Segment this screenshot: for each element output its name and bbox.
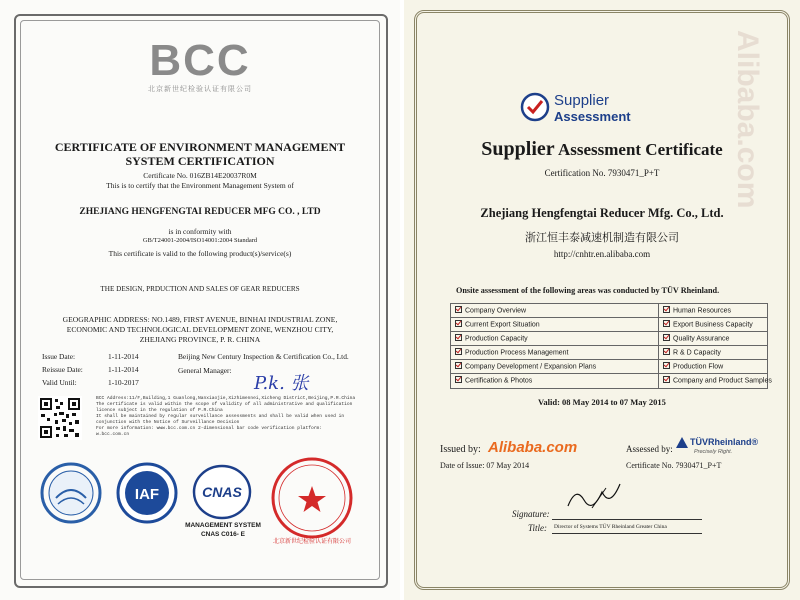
certificate-title bbox=[404, 138, 800, 161]
checkbox-checked-icon bbox=[663, 334, 670, 341]
assessment-areas-table bbox=[450, 303, 772, 389]
assessment-item: Company and Product Samples bbox=[663, 377, 772, 384]
address-line: ZHEJIANG PROVINCE, P. R. CHINA bbox=[139, 335, 261, 344]
checkbox-checked-icon bbox=[455, 362, 462, 369]
title-rest: Assessment Certificate bbox=[554, 140, 723, 159]
checkbox-checked-icon bbox=[663, 320, 670, 327]
certificate-title: CERTIFICATE OF ENVIRONMENT MANAGEMENT bbox=[54, 140, 346, 154]
signature-label: Signature: bbox=[512, 509, 550, 519]
issue-date-label: Issue Date: bbox=[42, 352, 76, 361]
checkbox-checked-icon bbox=[663, 362, 670, 369]
fine-print-line: It shall be maintained by regular surveillance assessments and shall be valid when used in bbox=[96, 414, 345, 419]
cnas-logo-icon bbox=[192, 464, 252, 520]
cnas-label: CNAS bbox=[202, 484, 242, 500]
fine-print bbox=[96, 396, 356, 438]
red-stamp-icon bbox=[270, 456, 354, 540]
reissue-date-label: Reissue Date: bbox=[42, 365, 83, 374]
assessment-item: Current Export Situation bbox=[455, 321, 540, 328]
fine-print-line: conjunction with the Notice of Surveillance Decision bbox=[96, 420, 240, 425]
assessment-badge-icon bbox=[520, 92, 550, 122]
company-url: http://cnhtr.en.alibaba.com bbox=[553, 249, 651, 259]
issued-by-label: Issued by: bbox=[440, 444, 481, 455]
iaf-logo-icon bbox=[116, 462, 178, 524]
checkbox-checked-icon bbox=[663, 348, 670, 355]
assessment-item: Production Process Management bbox=[455, 349, 569, 356]
assessed-by-label: Assessed by: bbox=[626, 444, 673, 454]
title-label: Title: bbox=[528, 523, 548, 533]
fine-print-line: For more information: www.bcc.com.cn 2-dimensional bar code verification platform: w.bcc.com.cn bbox=[96, 426, 323, 437]
assessment-item: Quality Assurance bbox=[663, 335, 729, 342]
title-supplier: Supplier bbox=[481, 138, 555, 160]
issue-date: 1-11-2014 bbox=[108, 352, 139, 361]
fine-print-line: The certificate is valid within the scope of validity of all administrative and qualification bbox=[96, 402, 353, 407]
manager-signature: P.k. 张 bbox=[254, 373, 309, 394]
signer-title: Director of Systems TÜV Rheinland Greater China bbox=[554, 524, 667, 530]
signature-line bbox=[552, 519, 702, 520]
onsite-assessment-text: Onsite assessment of the following areas was conducted by TÜV Rheinland. bbox=[456, 286, 720, 295]
valid-until-label: Valid Until: bbox=[42, 378, 77, 387]
checkbox-checked-icon bbox=[455, 306, 462, 313]
tuv-tagline: Precisely Right. bbox=[694, 449, 733, 455]
assessment-item: Human Resources bbox=[663, 307, 731, 314]
iaf-label: IAF bbox=[134, 486, 160, 503]
assessment-item: Company Overview bbox=[455, 307, 526, 314]
checkbox-checked-icon bbox=[455, 348, 462, 355]
assessment-item: Company Development / Expansion Plans bbox=[455, 363, 596, 370]
qr-code-icon bbox=[38, 396, 82, 440]
badge-assessment-text: Assessment bbox=[554, 109, 631, 124]
tuv-triangle-icon bbox=[676, 437, 688, 448]
general-manager-label: General Manager: bbox=[178, 366, 232, 375]
accreditation-seal-icon bbox=[40, 462, 102, 524]
valid-scope-text: This certificate is valid to the following product(s)/service(s) bbox=[108, 249, 292, 258]
title-line bbox=[552, 533, 702, 534]
company-name-cn: 浙江恒丰泰减速机制造有限公司 bbox=[525, 232, 679, 244]
company-name: ZHEJIANG HENGFENGTAI REDUCER MFG CO. , LTD bbox=[79, 207, 321, 217]
checkbox-checked-icon bbox=[455, 376, 462, 383]
conformity-text: is in conformity with bbox=[168, 227, 232, 236]
checkbox-checked-icon bbox=[663, 376, 670, 383]
management-system-label: MANAGEMENT SYSTEM bbox=[185, 522, 261, 529]
alibaba-logo: Alibaba.com bbox=[488, 439, 578, 456]
director-signature bbox=[562, 478, 632, 514]
checkbox-checked-icon bbox=[455, 320, 462, 327]
supplier-assessment-certificate bbox=[404, 0, 800, 600]
issuer-name: Beijing New Century Inspection & Certification Co., Ltd. bbox=[178, 352, 349, 361]
validity-period: Valid: 08 May 2014 to 07 May 2015 bbox=[538, 397, 666, 407]
certification-number: Certification No. 7930471_P+T bbox=[544, 168, 660, 178]
cnas-code-label: CNAS C016- E bbox=[200, 531, 246, 538]
checkbox-checked-icon bbox=[455, 334, 462, 341]
bcc-logo-subtitle: 北京新世纪检验认证有限公司 bbox=[148, 86, 252, 93]
alibaba-watermark: Alibaba.com bbox=[731, 30, 764, 209]
company-name-en: Zhejiang Hengfengtai Reducer Mfg. Co., Ltd. bbox=[480, 206, 724, 220]
certificate-number-short: Certificate No. 7930471_P+T bbox=[626, 461, 722, 470]
reissue-date: 1-11-2014 bbox=[108, 365, 139, 374]
assessment-item: Production Flow bbox=[663, 363, 723, 370]
date-of-issue: Date of Issue: 07 May 2014 bbox=[440, 461, 530, 470]
checkbox-checked-icon bbox=[663, 306, 670, 313]
address-line: GEOGRAPHIC ADDRESS: NO.1489, FIRST AVENUE, BINHAI INDUSTRIAL ZONE, bbox=[62, 315, 338, 324]
scope-text: THE DESIGN, PRDUCTION AND SALES OF GEAR REDUCERS bbox=[100, 285, 300, 293]
assessment-item: Production Capacity bbox=[455, 335, 528, 342]
fine-print-line: licence subject in the regulation of P.R.China bbox=[96, 408, 223, 413]
badge-supplier-text: Supplier bbox=[554, 92, 610, 109]
certify-text: This is to certify that the Environment Management System of bbox=[106, 181, 294, 190]
certificate-title-line2: SYSTEM CERTIFICATION bbox=[125, 154, 275, 168]
fine-print-line: BCC Address:11/F,Building,1 Guanlong,Nanxiaojie,Xizhimennei,Xicheng District,Beijing,P.R.China bbox=[96, 396, 356, 401]
valid-until-date: 1-10-2017 bbox=[108, 378, 139, 387]
standard-text: GB/T24001-2004/ISO14001:2004 Standard bbox=[142, 237, 258, 244]
assessment-item: R & D Capacity bbox=[663, 349, 721, 356]
stamp-text: 北京新世纪检验认证有限公司 bbox=[272, 539, 351, 545]
assessment-item: Export Business Capacity bbox=[663, 321, 753, 328]
tuv-logo: TÜVRheinland® bbox=[690, 437, 759, 447]
certificate-number: Certificate No. 016ZB14E20037R0M bbox=[143, 171, 257, 180]
assessment-item: Certification & Photos bbox=[455, 377, 532, 384]
address-line: ECONOMIC AND TECHNOLOGICAL DEVELOPMENT ZONE, WENZHOU CITY, bbox=[66, 325, 334, 334]
bcc-logo: BCC bbox=[149, 36, 251, 85]
